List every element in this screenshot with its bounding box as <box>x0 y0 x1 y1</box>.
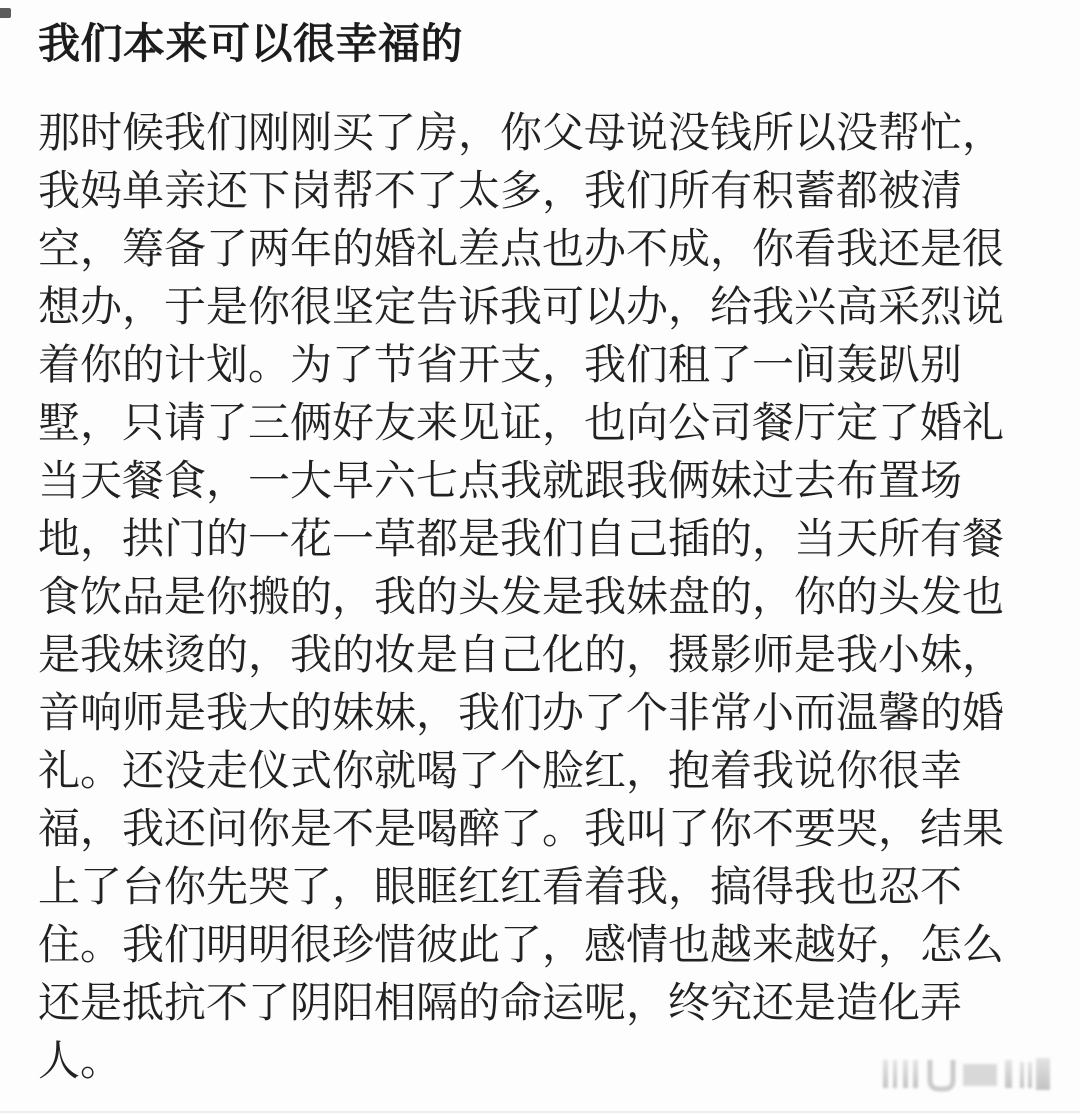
body-text-line: 想办，于是你很坚定告诉我可以办，给我兴高采烈说 <box>38 283 1005 330</box>
body-text-line: 地，拱门的一花一草都是我们自己插的，当天所有餐 <box>38 515 1005 562</box>
body-text-line: 住。我们明明很珍惜彼此了，感情也越来越好，怎么 <box>38 921 1005 968</box>
body-text-line: 还是抵抗不了阴阳相隔的命运呢，终究还是造化弄 <box>38 979 963 1026</box>
watermark-icon <box>880 1054 1052 1094</box>
body-text-line: 食饮品是你搬的，我的头发是我妹盘的，你的头发也 <box>38 573 1005 620</box>
body-text-line: 福，我还问你是不是喝醉了。我叫了你不要哭，结果 <box>38 805 1005 852</box>
body-text-line: 我妈单亲还下岗帮不了太多，我们所有积蓄都被清 <box>38 167 963 214</box>
body-text-line: 那时候我们刚刚买了房，你父母说没钱所以没帮忙， <box>38 109 1005 156</box>
body-text-line: 当天餐食，一大早六七点我就跟我俩妹过去布置场 <box>38 457 963 504</box>
body-text-line: 是我妹烫的，我的妆是自己化的，摄影师是我小妹， <box>38 631 1005 678</box>
body-text-line: 上了台你先哭了，眼眶红红看着我，搞得我也忍不 <box>38 863 963 910</box>
body-text-line: 音响师是我大的妹妹，我们办了个非常小而温馨的婚 <box>38 689 1005 736</box>
body-text-line: 礼。还没走仪式你就喝了个脸红，抱着我说你很幸 <box>38 747 963 794</box>
post-body <box>38 104 1050 1090</box>
post-title: 我们本来可以很幸福的 <box>38 20 464 67</box>
body-text-line: 墅，只请了三俩好友来见证，也向公司餐厅定了婚礼 <box>38 399 1005 446</box>
edge-artifact <box>0 8 11 18</box>
body-text-line: 人。 <box>38 1037 123 1084</box>
body-text-line: 着你的计划。为了节省开支，我们租了一间轰趴别 <box>38 341 963 388</box>
body-text-line: 空，筹备了两年的婚礼差点也办不成，你看我还是很 <box>38 225 1005 272</box>
bottom-divider <box>0 1111 1080 1113</box>
